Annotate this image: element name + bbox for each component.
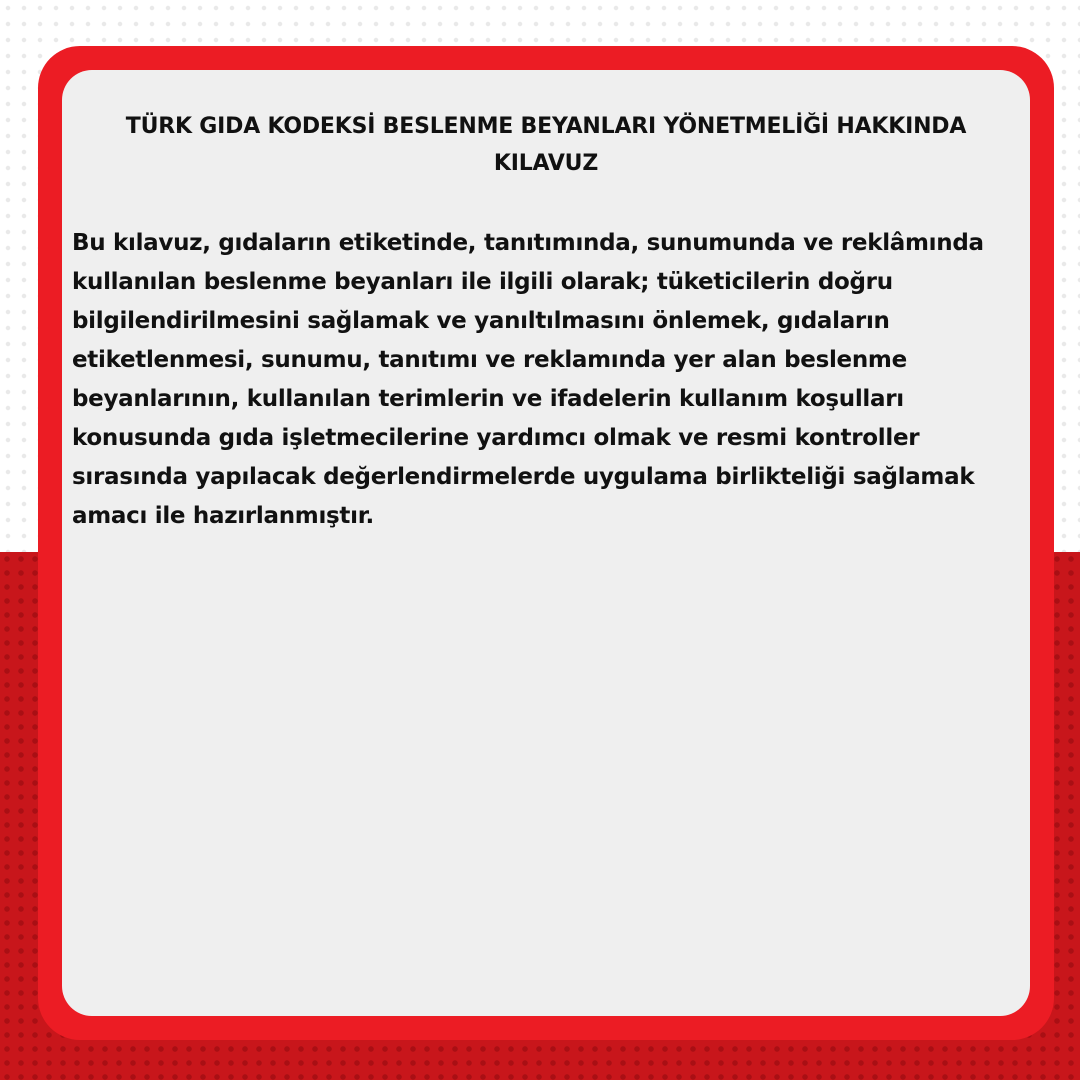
content-card <box>62 70 1030 1016</box>
document-body: Bu kılavuz, gıdaların etiketinde, tanıtımında, sunumunda ve reklâmında kullanılan beslenme beyanları ile ilgili olarak; tüketicilerin doğru bilgilendirilmesini sağlamak ve yanıltılmasını önlemek, gıdaların etiketlenmesi, sunumu, tanıtımı ve reklamında yer alan beslenme beyanlarının, kullanılan terimlerin ve ifadelerin kullanım koşulları konusunda gıda işletmecilerine yardımcı olmak ve resmi kontroller sırasında yapılacak değerlendirmelerde uygulama birlikteliği sağlamak amacı ile hazırlanmıştır. <box>72 230 984 529</box>
document-title: TÜRK GIDA KODEKSİ BESLENME BEYANLARI YÖNETMELİĞİ HAKKINDA KILAVUZ <box>125 114 967 176</box>
